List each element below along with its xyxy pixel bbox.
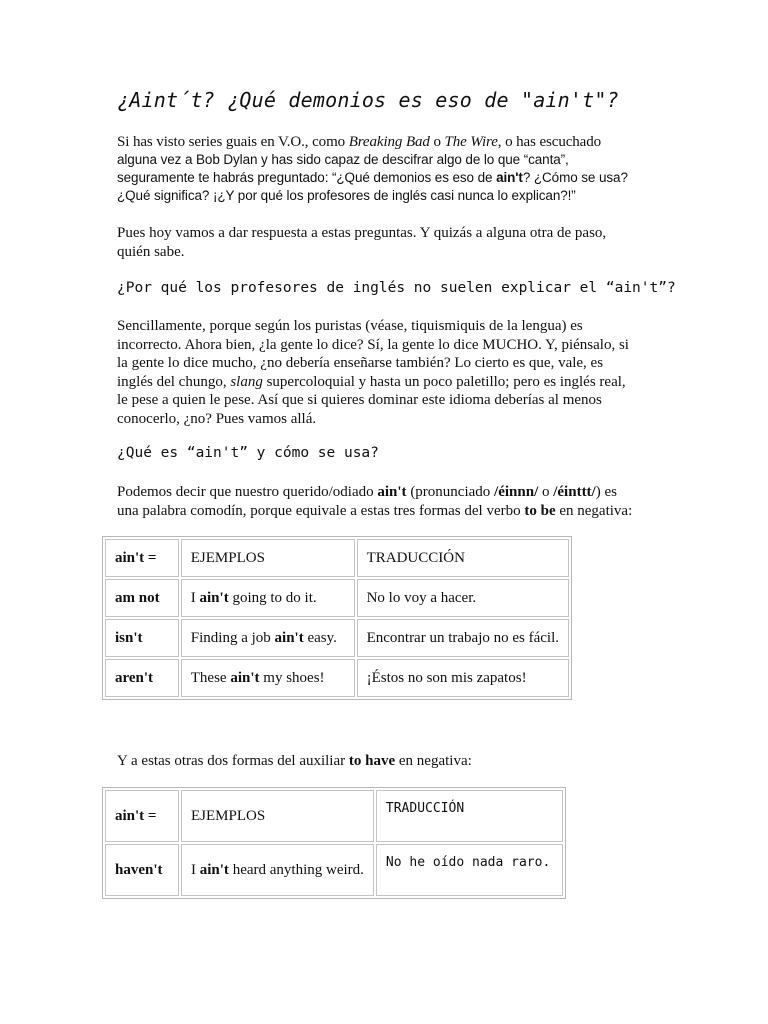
para-line (117, 503, 632, 519)
text: Si has visto series guais en V.O., como (117, 134, 349, 150)
text: supercoloquial y hasta un poco paletillo; pero es inglés real, (262, 373, 626, 390)
text: en negativa: (555, 502, 633, 519)
paragraph-5 (117, 752, 657, 771)
show-title: The Wire (444, 134, 498, 150)
intro-line (117, 170, 628, 185)
text: inglés del chungo, (117, 373, 231, 390)
text: , o has escuchado (497, 134, 602, 150)
table-header-row (105, 790, 563, 842)
intro-paragraph (117, 133, 657, 205)
intro-line: alguna vez a Bob Dylan y has sido capaz de descifrar algo de lo que “canta”, (117, 152, 569, 167)
paragraph-4 (117, 483, 657, 520)
text: o (538, 484, 554, 500)
text: una palabra comodín, porque equivale a estas tres formas del verbo (117, 502, 525, 519)
text: I (190, 589, 200, 606)
paragraph-3 (117, 317, 657, 428)
form-cell: haven't (105, 844, 179, 896)
table-header-cell: ain't = (105, 539, 179, 577)
keyword: ain't (377, 484, 407, 500)
translation-cell: No lo voy a hacer. (357, 579, 569, 617)
section-heading-2: ¿Qué es “ain't” y cómo se usa? (117, 445, 379, 461)
keyword: to have (348, 753, 396, 769)
para-line: quién sabe. (117, 243, 185, 260)
table-header-cell: EJEMPLOS (181, 539, 355, 577)
example-cell (181, 579, 355, 617)
table-header-cell: ain't = (105, 790, 179, 842)
para-line: la gente lo dice mucho, ¿no debería enseñarse también? Lo cierto es que, vale, es (117, 355, 604, 371)
form-cell: aren't (105, 659, 179, 697)
text: I (191, 861, 200, 878)
keyword: ain't (496, 170, 523, 185)
translation-cell: ¡Éstos no son mis zapatos! (357, 659, 569, 697)
keyword: ain't (199, 589, 229, 606)
text: my shoes! (259, 669, 325, 686)
table-header-row (105, 539, 569, 577)
text: easy. (303, 629, 337, 646)
table-row (105, 844, 563, 896)
para-line (117, 484, 617, 500)
table-row (105, 659, 569, 697)
example-cell (181, 659, 355, 697)
intro-line: ¿Qué significa? ¡¿Y por qué los profesores de inglés casi nunca lo explican?!” (117, 188, 576, 203)
para-line: Sencillamente, porque según los puristas (véase, tiquismiquis de la lengua) es (117, 318, 583, 334)
show-title: Breaking Bad (348, 134, 430, 150)
para-line: conocerlo, ¿no? Pues vamos allá. (117, 410, 317, 427)
text: These (190, 669, 231, 686)
text: Y a estas otras dos formas del auxiliar (117, 753, 349, 769)
text: going to do it. (228, 589, 317, 606)
text: heard anything weird. (228, 861, 364, 878)
paragraph-2 (117, 224, 657, 261)
form-cell: am not (105, 579, 179, 617)
para-line: Pues hoy vamos a dar respuesta a estas preguntas. Y quizás a alguna otra de paso, (117, 225, 607, 241)
text: ) es (595, 484, 617, 500)
text: Finding a job (190, 629, 275, 646)
para-line: le pese a quien le pese. Así que si quieres dominar este idioma deberías al menos (117, 392, 602, 408)
para-line (117, 374, 626, 390)
table-row (105, 579, 569, 617)
table-row (105, 619, 569, 657)
pronunciation: /éinnn/ (494, 484, 539, 500)
form-cell: isn't (105, 619, 179, 657)
slang-term: slang (230, 373, 263, 390)
table-header-cell: TRADUCCIÓN (376, 790, 563, 842)
page-title: ¿Aint´t? ¿Qué demonios es eso de "ain't"? (117, 88, 619, 112)
text: Podemos decir que nuestro querido/odiado (117, 484, 378, 500)
to-have-table (102, 787, 566, 899)
translation-cell: Encontrar un trabajo no es fácil. (357, 619, 569, 657)
keyword: ain't (199, 861, 229, 878)
keyword: ain't (274, 629, 304, 646)
translation-cell: No he oído nada raro. (376, 844, 563, 896)
table-header-cell: EJEMPLOS (181, 790, 374, 842)
example-cell (181, 619, 355, 657)
text: o (429, 134, 445, 150)
para-line: incorrecto. Ahora bien, ¿la gente lo dice? Sí, la gente lo dice MUCHO. Y, piénsalo, si (117, 336, 629, 353)
intro-line (117, 134, 601, 150)
keyword: ain't (230, 669, 260, 686)
example-cell (181, 844, 374, 896)
keyword: to be (524, 502, 556, 519)
text: en negativa: (395, 753, 472, 769)
to-be-table (102, 536, 572, 700)
table-header-cell: TRADUCCIÓN (357, 539, 569, 577)
text: ? ¿Cómo se usa? (522, 170, 628, 185)
pronunciation: /éinttt/ (553, 484, 596, 500)
text: seguramente te habrás preguntado: “¿Qué demonios es eso de (117, 170, 497, 185)
text: (pronunciado (406, 484, 495, 500)
section-heading-1: ¿Por qué los profesores de inglés no suelen explicar el “ain't”? (117, 280, 676, 296)
